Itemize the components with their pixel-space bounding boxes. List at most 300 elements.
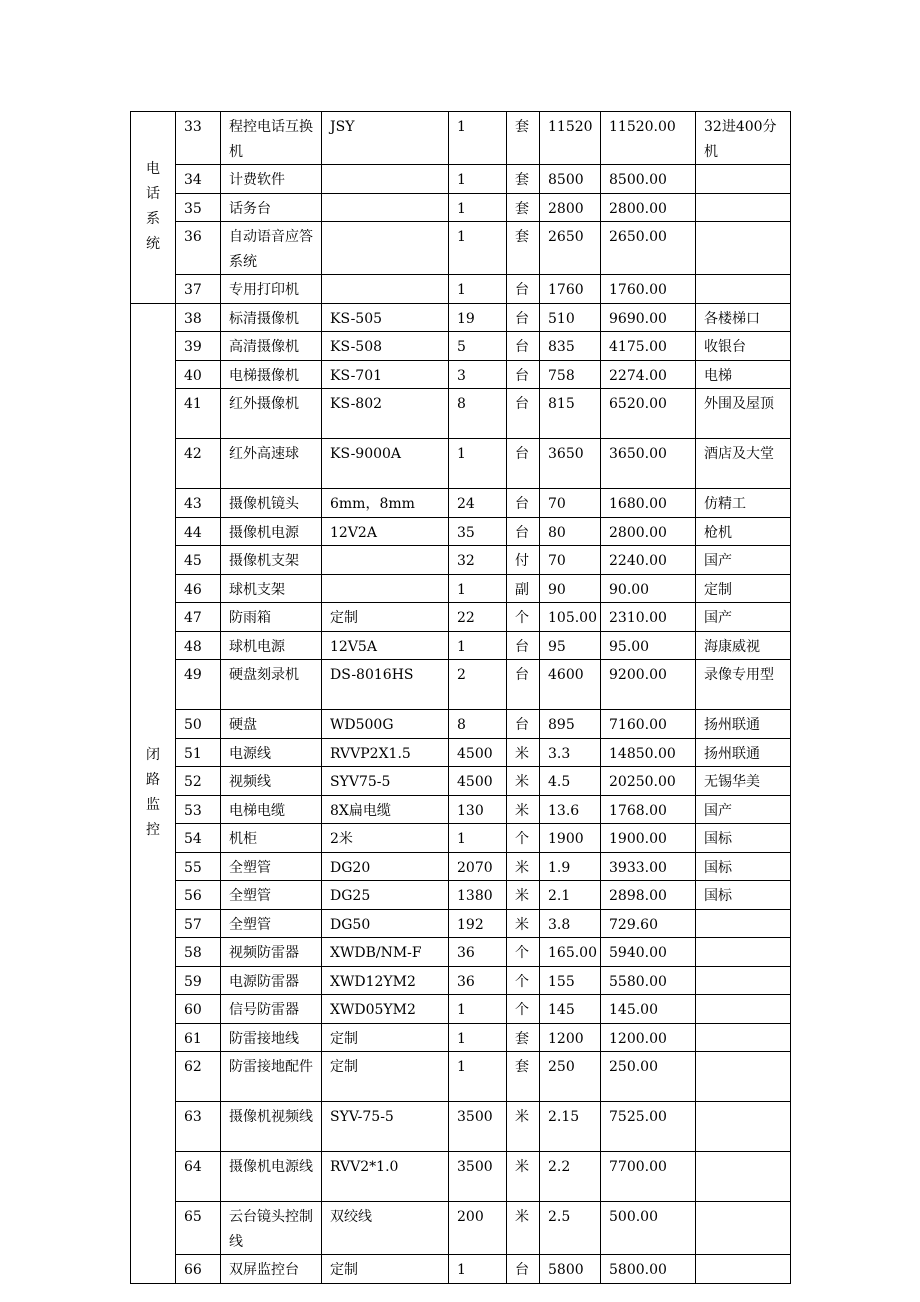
model-cell: JSY bbox=[322, 112, 449, 165]
model-cell: 定制 bbox=[322, 1052, 449, 1102]
unit-cell: 台 bbox=[507, 1255, 540, 1284]
unit-cell: 个 bbox=[507, 603, 540, 632]
model-cell: RVVP2X1.5 bbox=[322, 738, 449, 767]
item-name-cell: 电源防雷器 bbox=[221, 966, 322, 995]
model-cell: KS-701 bbox=[322, 360, 449, 389]
unit-price-cell: 835 bbox=[540, 332, 601, 361]
note-cell: 国产 bbox=[696, 603, 791, 632]
quantity-cell: 1 bbox=[449, 1023, 507, 1052]
model-cell: DG20 bbox=[322, 852, 449, 881]
quantity-cell: 5 bbox=[449, 332, 507, 361]
category-label: 电话系统 bbox=[146, 161, 160, 253]
unit-price-cell: 5800 bbox=[540, 1255, 601, 1284]
unit-cell: 个 bbox=[507, 995, 540, 1024]
category-cell bbox=[131, 112, 176, 304]
item-name-cell: 信号防雷器 bbox=[221, 995, 322, 1024]
table-row bbox=[131, 852, 791, 881]
unit-price-cell: 758 bbox=[540, 360, 601, 389]
model-cell bbox=[322, 222, 449, 275]
category-cell bbox=[131, 303, 176, 1283]
note-cell: 录像专用型 bbox=[696, 660, 791, 710]
quantity-cell: 1 bbox=[449, 439, 507, 489]
total-price-cell: 2240.00 bbox=[601, 546, 696, 575]
item-name-cell: 标清摄像机 bbox=[221, 303, 322, 332]
table-row bbox=[131, 631, 791, 660]
note-cell bbox=[696, 1023, 791, 1052]
quantity-cell: 1 bbox=[449, 1255, 507, 1284]
item-number-cell: 53 bbox=[176, 795, 221, 824]
note-cell: 国产 bbox=[696, 546, 791, 575]
unit-price-cell: 8500 bbox=[540, 165, 601, 194]
unit-cell: 套 bbox=[507, 1052, 540, 1102]
quantity-cell: 1 bbox=[449, 165, 507, 194]
quantity-cell: 192 bbox=[449, 909, 507, 938]
item-number-cell: 42 bbox=[176, 439, 221, 489]
total-price-cell: 4175.00 bbox=[601, 332, 696, 361]
model-cell: RVV2*1.0 bbox=[322, 1152, 449, 1202]
table-row bbox=[131, 710, 791, 739]
model-cell: XWDB/NM-F bbox=[322, 938, 449, 967]
item-name-cell: 自动语音应答系统 bbox=[221, 222, 322, 275]
total-price-cell: 6520.00 bbox=[601, 389, 696, 439]
unit-cell: 米 bbox=[507, 738, 540, 767]
note-cell bbox=[696, 1152, 791, 1202]
quantity-cell: 4500 bbox=[449, 738, 507, 767]
model-cell bbox=[322, 546, 449, 575]
unit-cell: 套 bbox=[507, 222, 540, 275]
total-price-cell: 1760.00 bbox=[601, 275, 696, 304]
table-row bbox=[131, 439, 791, 489]
total-price-cell: 3650.00 bbox=[601, 439, 696, 489]
item-number-cell: 39 bbox=[176, 332, 221, 361]
unit-price-cell: 11520 bbox=[540, 112, 601, 165]
item-name-cell: 球机电源 bbox=[221, 631, 322, 660]
unit-price-cell: 70 bbox=[540, 546, 601, 575]
unit-price-cell: 145 bbox=[540, 995, 601, 1024]
item-number-cell: 52 bbox=[176, 767, 221, 796]
quantity-cell: 1 bbox=[449, 193, 507, 222]
model-cell: WD500G bbox=[322, 710, 449, 739]
note-cell: 定制 bbox=[696, 574, 791, 603]
table-row bbox=[131, 909, 791, 938]
table-row bbox=[131, 795, 791, 824]
item-number-cell: 38 bbox=[176, 303, 221, 332]
unit-cell: 米 bbox=[507, 1202, 540, 1255]
note-cell: 仿精工 bbox=[696, 489, 791, 518]
unit-cell: 台 bbox=[507, 275, 540, 304]
table-row bbox=[131, 1202, 791, 1255]
table-row bbox=[131, 966, 791, 995]
unit-price-cell: 3.3 bbox=[540, 738, 601, 767]
item-number-cell: 46 bbox=[176, 574, 221, 603]
quantity-cell: 36 bbox=[449, 938, 507, 967]
model-cell bbox=[322, 165, 449, 194]
quantity-cell: 8 bbox=[449, 710, 507, 739]
category-label: 闭路监控 bbox=[146, 747, 160, 838]
item-name-cell: 防雷接地配件 bbox=[221, 1052, 322, 1102]
item-number-cell: 36 bbox=[176, 222, 221, 275]
unit-price-cell: 165.00 bbox=[540, 938, 601, 967]
unit-cell: 个 bbox=[507, 966, 540, 995]
total-price-cell: 2274.00 bbox=[601, 360, 696, 389]
item-name-cell: 摄像机镜头 bbox=[221, 489, 322, 518]
quantity-cell: 1 bbox=[449, 995, 507, 1024]
total-price-cell: 2800.00 bbox=[601, 193, 696, 222]
total-price-cell: 1200.00 bbox=[601, 1023, 696, 1052]
table-row bbox=[131, 660, 791, 710]
unit-cell: 米 bbox=[507, 795, 540, 824]
item-number-cell: 33 bbox=[176, 112, 221, 165]
model-cell: SYV-75-5 bbox=[322, 1102, 449, 1152]
table-row bbox=[131, 881, 791, 910]
quantity-cell: 8 bbox=[449, 389, 507, 439]
item-name-cell: 电源线 bbox=[221, 738, 322, 767]
table-body bbox=[131, 112, 791, 1284]
quantity-cell: 130 bbox=[449, 795, 507, 824]
unit-cell: 米 bbox=[507, 1152, 540, 1202]
unit-cell: 台 bbox=[507, 710, 540, 739]
unit-price-cell: 13.6 bbox=[540, 795, 601, 824]
note-cell bbox=[696, 1255, 791, 1284]
total-price-cell: 5800.00 bbox=[601, 1255, 696, 1284]
note-cell bbox=[696, 1052, 791, 1102]
item-name-cell: 硬盘刻录机 bbox=[221, 660, 322, 710]
item-number-cell: 49 bbox=[176, 660, 221, 710]
item-number-cell: 47 bbox=[176, 603, 221, 632]
note-cell: 外围及屋顶 bbox=[696, 389, 791, 439]
total-price-cell: 3933.00 bbox=[601, 852, 696, 881]
note-cell: 酒店及大堂 bbox=[696, 439, 791, 489]
table-row bbox=[131, 332, 791, 361]
note-cell bbox=[696, 995, 791, 1024]
item-number-cell: 37 bbox=[176, 275, 221, 304]
unit-price-cell: 4600 bbox=[540, 660, 601, 710]
item-name-cell: 摄像机视频线 bbox=[221, 1102, 322, 1152]
unit-cell: 台 bbox=[507, 660, 540, 710]
unit-price-cell: 1760 bbox=[540, 275, 601, 304]
item-number-cell: 35 bbox=[176, 193, 221, 222]
total-price-cell: 90.00 bbox=[601, 574, 696, 603]
note-cell: 枪机 bbox=[696, 517, 791, 546]
note-cell: 国标 bbox=[696, 881, 791, 910]
item-name-cell: 摄像机支架 bbox=[221, 546, 322, 575]
model-cell: 12V5A bbox=[322, 631, 449, 660]
note-cell: 国标 bbox=[696, 852, 791, 881]
item-name-cell: 全塑管 bbox=[221, 881, 322, 910]
unit-cell: 个 bbox=[507, 938, 540, 967]
unit-cell: 台 bbox=[507, 360, 540, 389]
unit-price-cell: 3.8 bbox=[540, 909, 601, 938]
table-row bbox=[131, 389, 791, 439]
item-number-cell: 59 bbox=[176, 966, 221, 995]
note-cell bbox=[696, 938, 791, 967]
item-number-cell: 65 bbox=[176, 1202, 221, 1255]
unit-cell: 台 bbox=[507, 517, 540, 546]
unit-cell: 套 bbox=[507, 193, 540, 222]
item-number-cell: 50 bbox=[176, 710, 221, 739]
table-row bbox=[131, 489, 791, 518]
item-name-cell: 防雨箱 bbox=[221, 603, 322, 632]
quantity-cell: 1 bbox=[449, 275, 507, 304]
note-cell bbox=[696, 275, 791, 304]
note-cell: 电梯 bbox=[696, 360, 791, 389]
quantity-cell: 24 bbox=[449, 489, 507, 518]
item-name-cell: 摄像机电源 bbox=[221, 517, 322, 546]
item-name-cell: 话务台 bbox=[221, 193, 322, 222]
table-row bbox=[131, 303, 791, 332]
quantity-cell: 1 bbox=[449, 222, 507, 275]
model-cell: XWD12YM2 bbox=[322, 966, 449, 995]
total-price-cell: 5940.00 bbox=[601, 938, 696, 967]
table-row bbox=[131, 360, 791, 389]
item-name-cell: 高清摄像机 bbox=[221, 332, 322, 361]
unit-cell: 套 bbox=[507, 112, 540, 165]
unit-cell: 台 bbox=[507, 303, 540, 332]
item-number-cell: 34 bbox=[176, 165, 221, 194]
quantity-cell: 3 bbox=[449, 360, 507, 389]
item-name-cell: 双屏监控台 bbox=[221, 1255, 322, 1284]
total-price-cell: 20250.00 bbox=[601, 767, 696, 796]
item-name-cell: 视频线 bbox=[221, 767, 322, 796]
item-name-cell: 视频防雷器 bbox=[221, 938, 322, 967]
quantity-cell: 32 bbox=[449, 546, 507, 575]
total-price-cell: 11520.00 bbox=[601, 112, 696, 165]
unit-cell: 套 bbox=[507, 165, 540, 194]
quantity-cell: 1 bbox=[449, 112, 507, 165]
item-name-cell: 红外摄像机 bbox=[221, 389, 322, 439]
table-row bbox=[131, 1255, 791, 1284]
unit-price-cell: 70 bbox=[540, 489, 601, 518]
total-price-cell: 1680.00 bbox=[601, 489, 696, 518]
total-price-cell: 2310.00 bbox=[601, 603, 696, 632]
table-row bbox=[131, 193, 791, 222]
item-name-cell: 硬盘 bbox=[221, 710, 322, 739]
note-cell: 各楼梯口 bbox=[696, 303, 791, 332]
quantity-cell: 19 bbox=[449, 303, 507, 332]
item-number-cell: 63 bbox=[176, 1102, 221, 1152]
table-row bbox=[131, 546, 791, 575]
total-price-cell: 5580.00 bbox=[601, 966, 696, 995]
item-name-cell: 云台镜头控制线 bbox=[221, 1202, 322, 1255]
unit-price-cell: 4.5 bbox=[540, 767, 601, 796]
item-number-cell: 44 bbox=[176, 517, 221, 546]
quantity-cell: 22 bbox=[449, 603, 507, 632]
model-cell bbox=[322, 275, 449, 304]
item-number-cell: 64 bbox=[176, 1152, 221, 1202]
unit-price-cell: 105.00 bbox=[540, 603, 601, 632]
unit-cell: 台 bbox=[507, 389, 540, 439]
unit-price-cell: 3650 bbox=[540, 439, 601, 489]
total-price-cell: 145.00 bbox=[601, 995, 696, 1024]
quantity-cell: 2 bbox=[449, 660, 507, 710]
table-row bbox=[131, 1023, 791, 1052]
item-number-cell: 45 bbox=[176, 546, 221, 575]
unit-price-cell: 90 bbox=[540, 574, 601, 603]
unit-cell: 米 bbox=[507, 881, 540, 910]
model-cell: XWD05YM2 bbox=[322, 995, 449, 1024]
unit-cell: 台 bbox=[507, 631, 540, 660]
unit-price-cell: 510 bbox=[540, 303, 601, 332]
model-cell: DG50 bbox=[322, 909, 449, 938]
unit-cell: 台 bbox=[507, 439, 540, 489]
note-cell: 国标 bbox=[696, 824, 791, 853]
model-cell: 12V2A bbox=[322, 517, 449, 546]
model-cell: 定制 bbox=[322, 603, 449, 632]
note-cell bbox=[696, 966, 791, 995]
total-price-cell: 7525.00 bbox=[601, 1102, 696, 1152]
quantity-cell: 1380 bbox=[449, 881, 507, 910]
model-cell: KS-802 bbox=[322, 389, 449, 439]
unit-price-cell: 1200 bbox=[540, 1023, 601, 1052]
table-row bbox=[131, 824, 791, 853]
quantity-cell: 1 bbox=[449, 631, 507, 660]
item-name-cell: 防雷接地线 bbox=[221, 1023, 322, 1052]
item-name-cell: 全塑管 bbox=[221, 909, 322, 938]
total-price-cell: 1900.00 bbox=[601, 824, 696, 853]
note-cell: 32进400分机 bbox=[696, 112, 791, 165]
model-cell: KS-505 bbox=[322, 303, 449, 332]
item-number-cell: 40 bbox=[176, 360, 221, 389]
model-cell: SYV75-5 bbox=[322, 767, 449, 796]
unit-price-cell: 2800 bbox=[540, 193, 601, 222]
table-row bbox=[131, 995, 791, 1024]
quantity-cell: 2070 bbox=[449, 852, 507, 881]
item-number-cell: 60 bbox=[176, 995, 221, 1024]
unit-price-cell: 155 bbox=[540, 966, 601, 995]
total-price-cell: 500.00 bbox=[601, 1202, 696, 1255]
item-name-cell: 摄像机电源线 bbox=[221, 1152, 322, 1202]
item-number-cell: 43 bbox=[176, 489, 221, 518]
total-price-cell: 2898.00 bbox=[601, 881, 696, 910]
quantity-cell: 36 bbox=[449, 966, 507, 995]
total-price-cell: 7700.00 bbox=[601, 1152, 696, 1202]
item-number-cell: 66 bbox=[176, 1255, 221, 1284]
quantity-cell: 3500 bbox=[449, 1102, 507, 1152]
unit-price-cell: 95 bbox=[540, 631, 601, 660]
quantity-cell: 3500 bbox=[449, 1152, 507, 1202]
table-row bbox=[131, 222, 791, 275]
total-price-cell: 2800.00 bbox=[601, 517, 696, 546]
total-price-cell: 729.60 bbox=[601, 909, 696, 938]
unit-cell: 套 bbox=[507, 1023, 540, 1052]
note-cell bbox=[696, 165, 791, 194]
unit-price-cell: 2.5 bbox=[540, 1202, 601, 1255]
quantity-cell: 1 bbox=[449, 824, 507, 853]
model-cell bbox=[322, 193, 449, 222]
item-name-cell: 全塑管 bbox=[221, 852, 322, 881]
table-row bbox=[131, 938, 791, 967]
unit-price-cell: 250 bbox=[540, 1052, 601, 1102]
unit-price-cell: 1900 bbox=[540, 824, 601, 853]
unit-price-cell: 1.9 bbox=[540, 852, 601, 881]
unit-price-cell: 815 bbox=[540, 389, 601, 439]
unit-cell: 台 bbox=[507, 489, 540, 518]
item-number-cell: 58 bbox=[176, 938, 221, 967]
total-price-cell: 250.00 bbox=[601, 1052, 696, 1102]
item-name-cell: 球机支架 bbox=[221, 574, 322, 603]
quantity-cell: 1 bbox=[449, 1052, 507, 1102]
model-cell: DG25 bbox=[322, 881, 449, 910]
unit-cell: 米 bbox=[507, 852, 540, 881]
item-number-cell: 48 bbox=[176, 631, 221, 660]
total-price-cell: 9690.00 bbox=[601, 303, 696, 332]
unit-price-cell: 2.1 bbox=[540, 881, 601, 910]
item-number-cell: 51 bbox=[176, 738, 221, 767]
note-cell: 收银台 bbox=[696, 332, 791, 361]
total-price-cell: 7160.00 bbox=[601, 710, 696, 739]
item-number-cell: 62 bbox=[176, 1052, 221, 1102]
note-cell: 国产 bbox=[696, 795, 791, 824]
unit-cell: 米 bbox=[507, 767, 540, 796]
note-cell bbox=[696, 1202, 791, 1255]
model-cell: 定制 bbox=[322, 1255, 449, 1284]
unit-price-cell: 895 bbox=[540, 710, 601, 739]
table-row bbox=[131, 517, 791, 546]
unit-price-cell: 2650 bbox=[540, 222, 601, 275]
unit-cell: 个 bbox=[507, 824, 540, 853]
table-row bbox=[131, 1052, 791, 1102]
table-row bbox=[131, 112, 791, 165]
note-cell bbox=[696, 222, 791, 275]
model-cell: KS-508 bbox=[322, 332, 449, 361]
model-cell: 2米 bbox=[322, 824, 449, 853]
note-cell: 扬州联通 bbox=[696, 738, 791, 767]
total-price-cell: 1768.00 bbox=[601, 795, 696, 824]
item-number-cell: 56 bbox=[176, 881, 221, 910]
item-number-cell: 41 bbox=[176, 389, 221, 439]
item-number-cell: 61 bbox=[176, 1023, 221, 1052]
table-row bbox=[131, 1102, 791, 1152]
item-number-cell: 57 bbox=[176, 909, 221, 938]
model-cell: DS-8016HS bbox=[322, 660, 449, 710]
unit-price-cell: 2.15 bbox=[540, 1102, 601, 1152]
item-name-cell: 计费软件 bbox=[221, 165, 322, 194]
quantity-cell: 1 bbox=[449, 574, 507, 603]
item-number-cell: 54 bbox=[176, 824, 221, 853]
unit-cell: 副 bbox=[507, 574, 540, 603]
unit-cell: 米 bbox=[507, 1102, 540, 1152]
model-cell: 8X扁电缆 bbox=[322, 795, 449, 824]
table-row bbox=[131, 275, 791, 304]
unit-cell: 米 bbox=[507, 909, 540, 938]
unit-cell: 台 bbox=[507, 332, 540, 361]
item-name-cell: 程控电话互换机 bbox=[221, 112, 322, 165]
model-cell: 双绞线 bbox=[322, 1202, 449, 1255]
quantity-cell: 35 bbox=[449, 517, 507, 546]
table-row bbox=[131, 603, 791, 632]
item-name-cell: 电梯电缆 bbox=[221, 795, 322, 824]
table-row bbox=[131, 738, 791, 767]
model-cell bbox=[322, 574, 449, 603]
item-name-cell: 专用打印机 bbox=[221, 275, 322, 304]
total-price-cell: 95.00 bbox=[601, 631, 696, 660]
total-price-cell: 14850.00 bbox=[601, 738, 696, 767]
note-cell: 无锡华美 bbox=[696, 767, 791, 796]
note-cell: 扬州联通 bbox=[696, 710, 791, 739]
unit-price-cell: 2.2 bbox=[540, 1152, 601, 1202]
table-row bbox=[131, 1152, 791, 1202]
table-row bbox=[131, 574, 791, 603]
note-cell bbox=[696, 1102, 791, 1152]
item-name-cell: 电梯摄像机 bbox=[221, 360, 322, 389]
note-cell bbox=[696, 193, 791, 222]
equipment-table bbox=[130, 111, 791, 1284]
model-cell: 6mm，8mm bbox=[322, 489, 449, 518]
total-price-cell: 2650.00 bbox=[601, 222, 696, 275]
quantity-cell: 4500 bbox=[449, 767, 507, 796]
note-cell: 海康威视 bbox=[696, 631, 791, 660]
total-price-cell: 8500.00 bbox=[601, 165, 696, 194]
